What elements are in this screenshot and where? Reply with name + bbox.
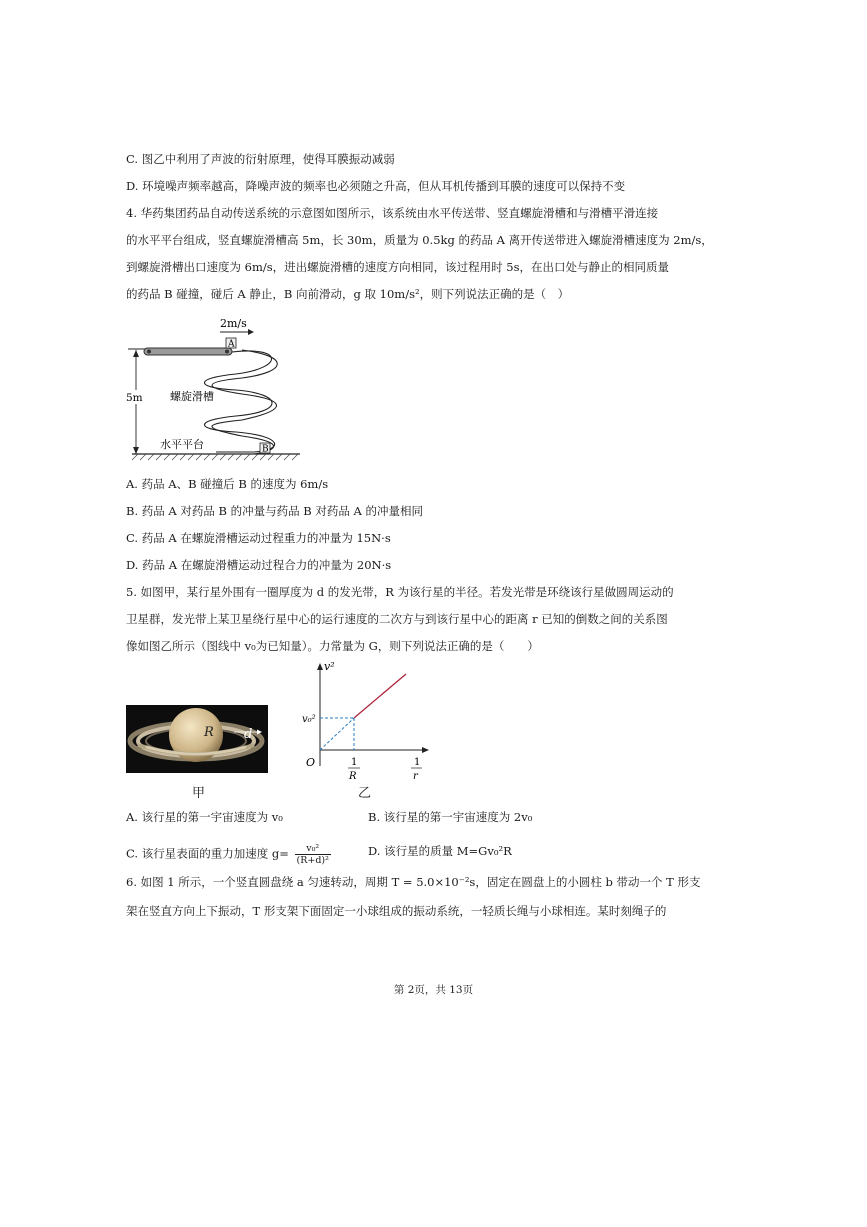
label-b: B — [262, 444, 269, 455]
q5-option-c — [126, 843, 331, 866]
v2-graph — [296, 658, 436, 788]
chute-label: 螺旋滑槽 — [170, 390, 214, 403]
label-d: d — [244, 727, 253, 742]
x-axis-num: 1 — [414, 757, 421, 768]
q4-chute-figure — [124, 312, 344, 464]
q4-option-a: A. 药品 A、B 碰撞后 B 的速度为 6m/s — [126, 477, 329, 491]
q4-stem-line4: 的药品 B 碰撞，碰后 A 静止，B 向前滑动，g 取 10m/s²，则下列说法正确的是（ ） — [126, 287, 570, 301]
q4-stem-line1: 4. 华药集团药品自动传送系统的示意图如图所示，该系统由水平传送带、竖直螺旋滑槽和与滑槽平滑连接 — [126, 206, 659, 220]
y-axis-label: v² — [324, 660, 335, 673]
q4-stem-line2: 的水平平台组成，竖直螺旋滑槽高 5m，长 30m，质量为 0.5kg 的药品 A 离开传送带进入螺旋滑槽速度为 2m/s， — [126, 233, 713, 247]
q5-stem-line1: 5. 如图甲，某行星外围有一圈厚度为 d 的发光带，R 为该行星的半径。若发光带是环绕该行星做圆周运动的 — [126, 585, 674, 599]
height-label: 5m — [126, 392, 143, 404]
y-tick-label: v₀² — [302, 714, 316, 725]
conveyor-belt — [144, 348, 232, 355]
fraction-numerator: v₀² — [295, 843, 331, 855]
q3-option-d: D. 环境噪声频率越高，降噪声波的频率也必须随之升高，但从耳机传播到耳膜的速度可以保持不变 — [126, 179, 626, 193]
q5-option-c-text: C. 该行星表面的重力加速度 g= — [126, 846, 289, 861]
speed-label: 2m/s — [220, 317, 247, 330]
origin-label: O — [306, 756, 316, 769]
platform-label: 水平平台 — [160, 438, 204, 451]
q5-option-d: D. 该行星的质量 M=Gv₀²R — [368, 844, 512, 858]
spiral-chute — [205, 351, 275, 452]
label-r: R — [204, 725, 214, 740]
fraction-denominator: (R+d)² — [296, 855, 329, 866]
q5-option-a: A. 该行星的第一宇宙速度为 v₀ — [126, 810, 283, 824]
q3-option-c: C. 图乙中利用了声波的衍射原理，使得耳膜振动减弱 — [126, 152, 395, 166]
page-footer: 第 2页，共 13页 — [393, 984, 474, 996]
graph-line — [354, 674, 406, 718]
q4-option-b: B. 药品 A 对药品 B 的冲量与药品 B 对药品 A 的冲量相同 — [126, 504, 424, 518]
x-axis-den: r — [413, 771, 418, 782]
caption-yi: 乙 — [358, 786, 372, 801]
q4-option-c: C. 药品 A 在螺旋滑槽运动过程重力的冲量为 15N·s — [126, 531, 391, 545]
q6-stem-line1: 6. 如图 1 所示，一个竖直圆盘绕 a 匀速转动，周期 T = 5.0×10⁻²s，固定在圆盘上的小圆柱 b 带动一个 T 形支 — [126, 875, 701, 889]
x-tick-den: R — [349, 771, 357, 782]
fraction — [295, 843, 331, 866]
q5-stem-line3: 像如图乙所示（图线中 v₀为已知量）。力常量为 G，则下列说法正确的是（ ） — [126, 639, 539, 653]
q4-option-d: D. 药品 A 在螺旋滑槽运动过程合力的冲量为 20N·s — [126, 558, 392, 572]
q4-stem-line3: 到螺旋滑槽出口速度为 6m/s，进出螺旋滑槽的速度方向相同，该过程用时 5s，在出口处与静止的相同质量 — [126, 260, 670, 274]
q5-stem-line2: 卫星群，发光带上某卫星绕行星中心的运行速度的二次方与到该行星中心的距离 r 已知的倒数之间的关系图 — [126, 612, 668, 626]
x-tick-num: 1 — [351, 757, 358, 768]
q5-option-b: B. 该行星的第一宇宙速度为 2v₀ — [368, 810, 533, 824]
q6-stem-line2: 架在竖直方向上下振动，T 形支架下面固定一小球组成的振动系统，一轻质长绳与小球相连。某时刻绳子的 — [126, 904, 667, 918]
planet-image — [126, 705, 268, 773]
caption-jia: 甲 — [192, 786, 206, 801]
label-a: A — [228, 339, 235, 350]
